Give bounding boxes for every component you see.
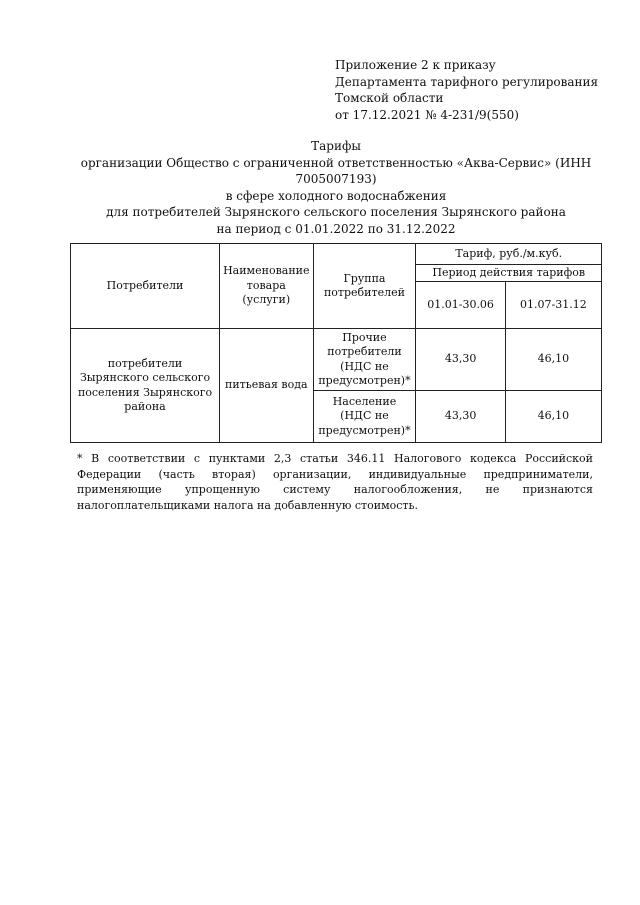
title-period: на период с 01.01.2022 по 31.12.2022 [216,221,456,236]
header-period: Период действия тарифов [416,265,602,282]
cell-group: Прочие потребители (НДС не предусмотрен)* [313,329,416,391]
appendix-line: Томской области [335,91,444,105]
cell-tariff-value: 46,10 [505,329,601,391]
document-title [70,138,602,237]
title-heading: Тарифы [311,139,361,153]
cell-group: Население (НДС не предусмотрен)* [313,391,416,443]
header-period-second-half: 01.07-31.12 [505,282,601,329]
appendix-line: Приложение 2 к приказу [335,58,496,72]
header-group: Группа потребителей [313,244,416,329]
title-sphere: в сфере холодного водоснабжения [225,188,447,203]
appendix-reference [335,57,598,123]
table-row [71,329,602,391]
appendix-line: Департамента тарифного регулирования [335,74,599,89]
table-header-row [71,244,602,265]
cell-tariff-value: 43,30 [416,329,505,391]
header-product: Наименование товара (услуги) [220,244,313,329]
cell-tariff-value: 46,10 [505,391,601,443]
cell-consumer: потребители Зырянского сельского поселения Зырянского района [71,329,220,443]
cell-product: питьевая вода [220,329,313,443]
appendix-order-date: от 17.12.2021 № 4-231/9(550) [335,107,519,122]
title-organization: организации Общество с ограниченной ответственностью «Аква-Сервис» (ИНН 7005007193) [80,155,592,186]
tariff-table [70,243,602,443]
header-tariff: Тариф, руб./м.куб. [416,244,602,265]
vat-footnote: * В соответствии с пунктами 2,3 статьи 346.11 Налогового кодекса Российской Федерации (часть вторая) организации, индивидуальные предприниматели, применяющие упрощенную систему налогообложения, не признаются налогоплательщиками налога на добавленную стоимость. [77,452,593,512]
header-period-first-half: 01.01-30.06 [416,282,505,329]
title-consumers: для потребителей Зырянского сельского поселения Зырянского района [106,205,566,219]
cell-tariff-value: 43,30 [416,391,505,443]
header-consumers: Потребители [71,244,220,329]
